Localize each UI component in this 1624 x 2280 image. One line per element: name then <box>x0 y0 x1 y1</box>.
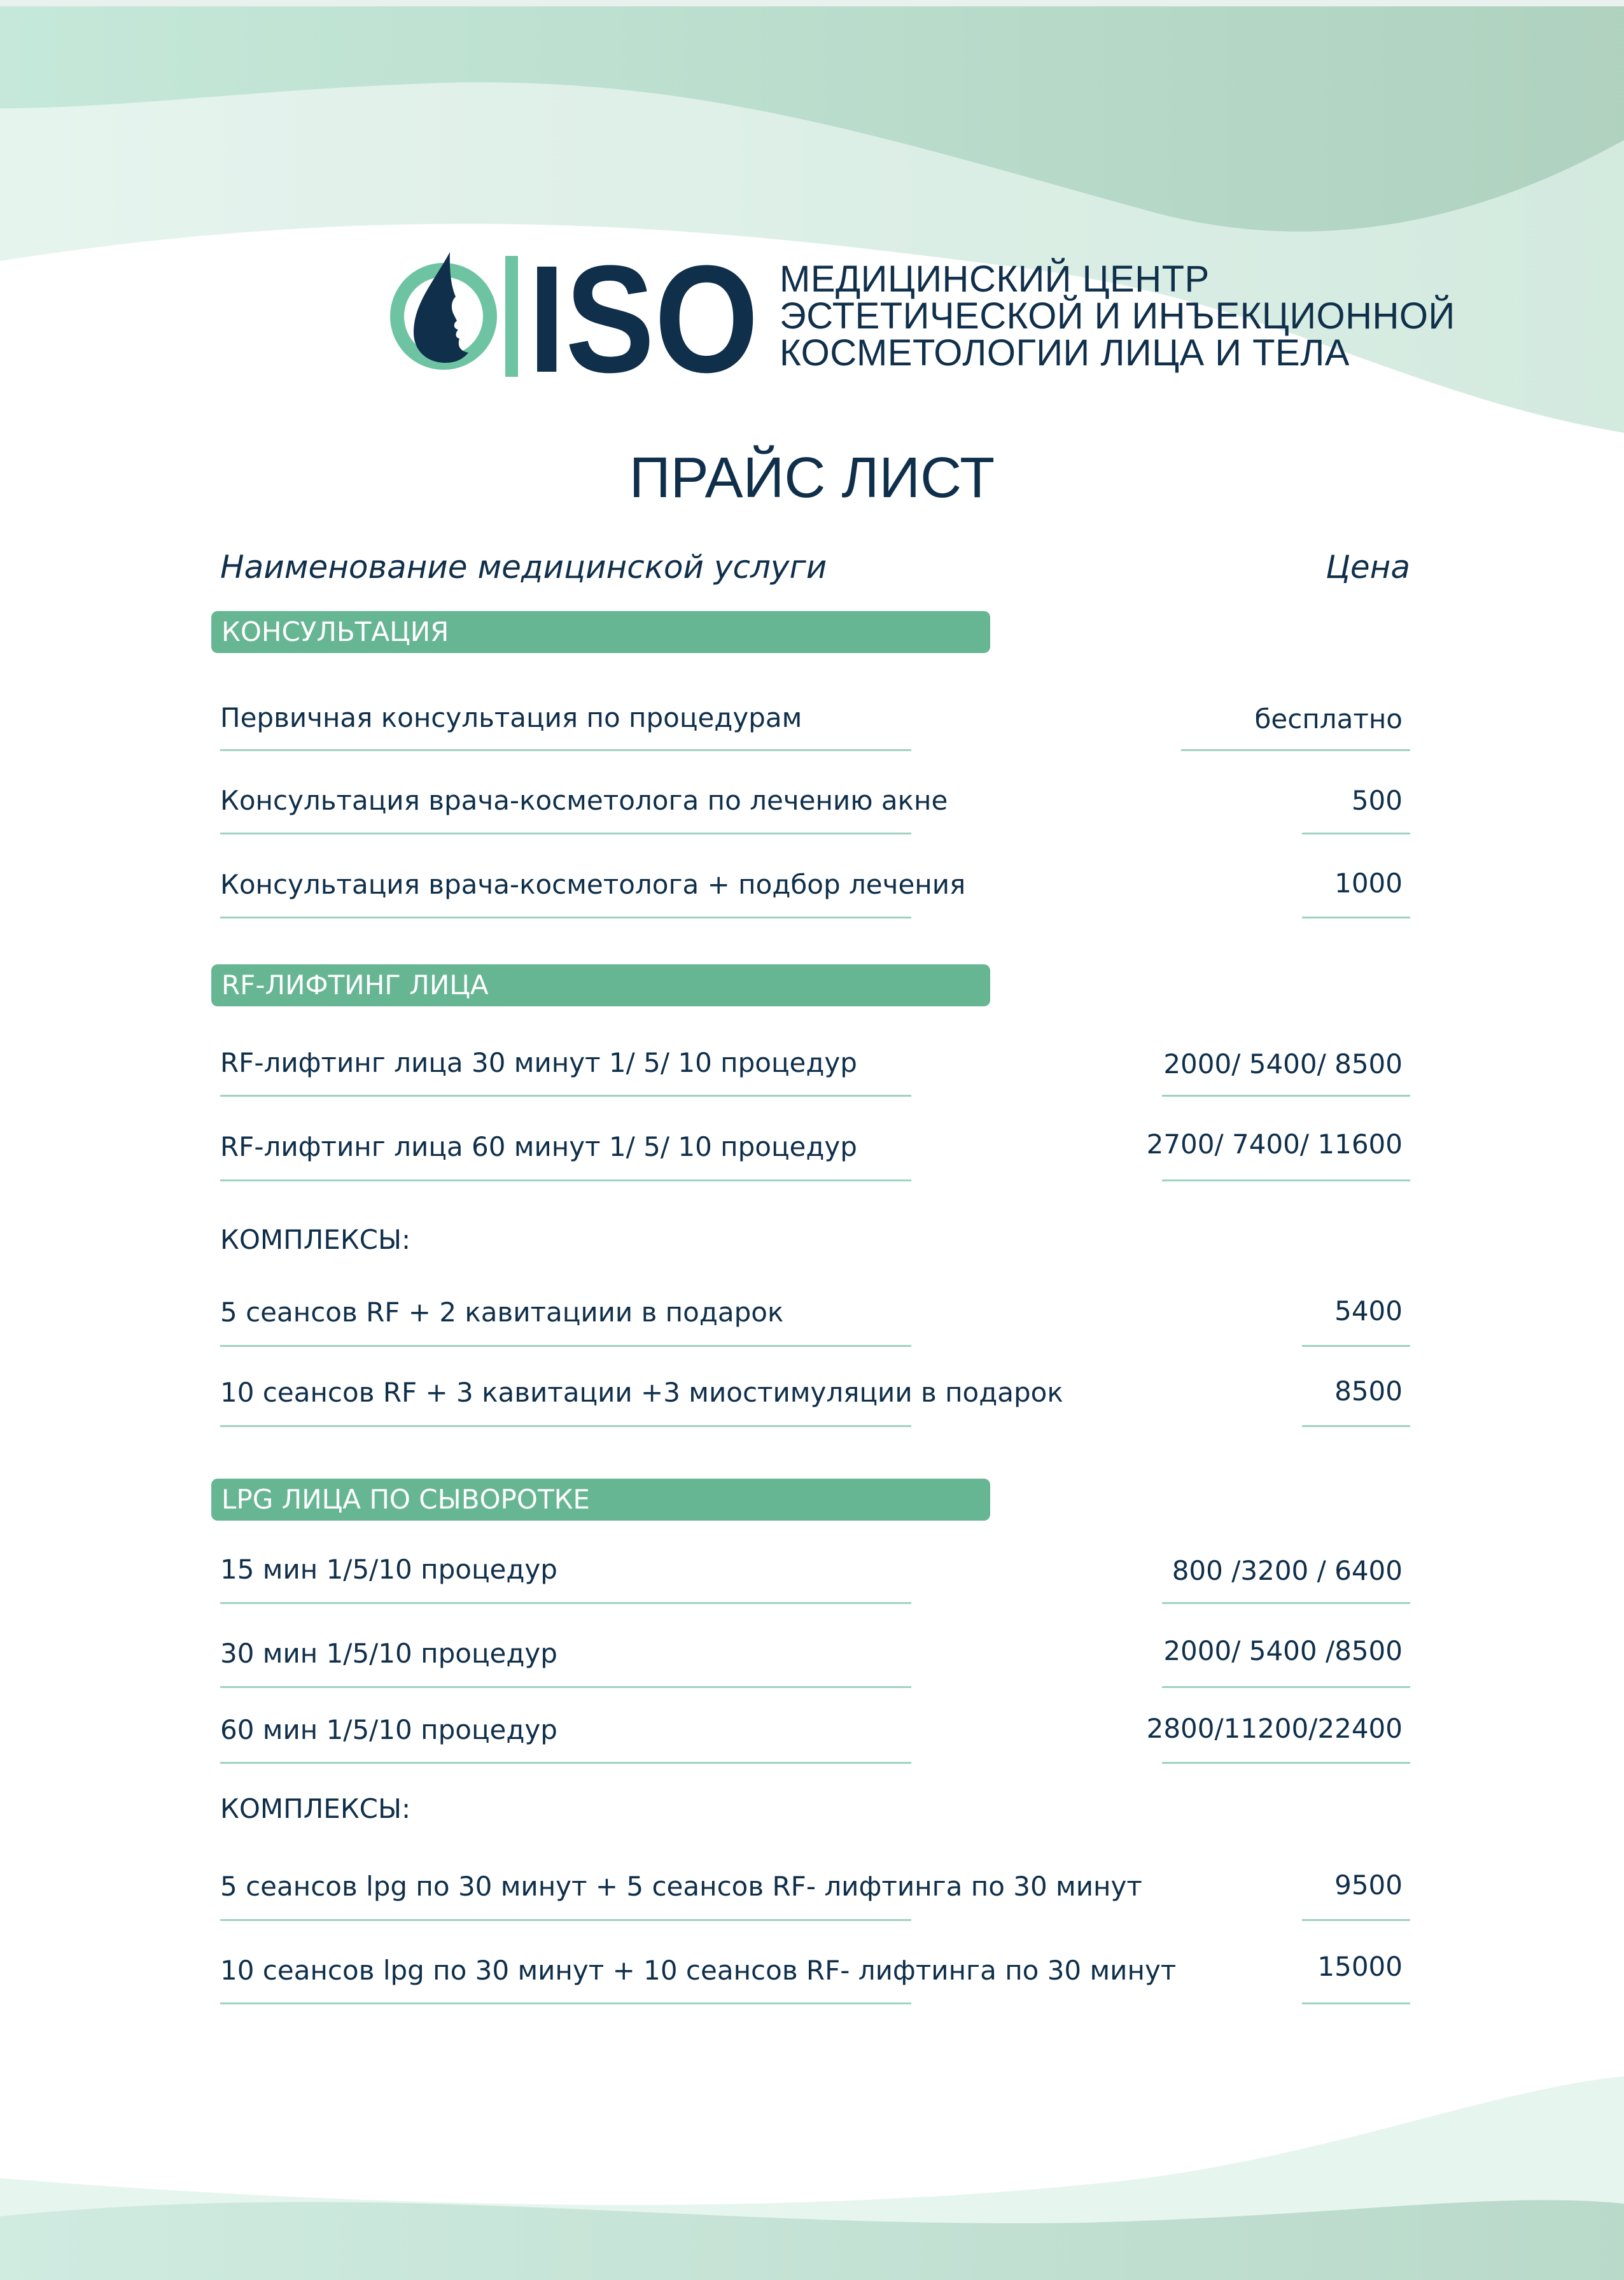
price-divider <box>1162 1686 1410 1688</box>
price-divider <box>1181 749 1410 751</box>
service-price: 5400 <box>1334 1295 1403 1326</box>
price-divider <box>1302 1425 1410 1427</box>
service-name: 10 сеансов RF + 3 кавитации +3 миостимуляции в подарок <box>220 1377 1063 1408</box>
logo-text: ISO <box>528 234 759 404</box>
row-divider <box>220 833 911 834</box>
service-name: Консультация врача-косметолога по лечению акне <box>220 785 948 816</box>
service-name: 5 сеансов RF + 2 кавитациии в подарок <box>220 1297 784 1328</box>
complexes-heading: КОМПЛЕКСЫ: <box>220 1224 411 1255</box>
price-divider <box>1302 1919 1410 1921</box>
service-price: 2700/ 7400/ 11600 <box>1146 1129 1403 1160</box>
service-name: 60 мин 1/5/10 процедур <box>220 1714 557 1745</box>
row-divider <box>220 1686 911 1688</box>
service-price: 2000/ 5400 /8500 <box>1163 1635 1403 1666</box>
service-name: 10 сеансов lpg по 30 минут + 10 сеансов RF- лифтинга по 30 минут <box>220 1955 1177 1986</box>
section-lpg-face: LPG ЛИЦА ПО СЫВОРОТКЕ <box>211 1479 990 1521</box>
service-price: 2000/ 5400/ 8500 <box>1163 1048 1403 1080</box>
row-divider <box>220 1919 911 1921</box>
clinic-logo <box>389 234 759 404</box>
tagline-line-3: КОСМЕТОЛОГИИ ЛИЦА И ТЕЛА <box>780 332 1350 374</box>
row-divider <box>220 749 911 751</box>
column-header-price: Цена <box>1326 549 1410 586</box>
tagline-line-2: ЭСТЕТИЧЕСКОЙ И ИНЪЕКЦИОННОЙ <box>780 295 1455 337</box>
service-price: 1000 <box>1334 868 1403 899</box>
row-divider <box>220 1425 911 1427</box>
clinic-tagline <box>780 258 1455 374</box>
section-rf-lifting: RF-ЛИФТИНГ ЛИЦА <box>211 964 990 1006</box>
service-price: 800 /3200 / 6400 <box>1172 1555 1403 1586</box>
page-title: ПРАЙС ЛИСТ <box>629 446 995 510</box>
price-divider <box>1302 833 1410 834</box>
service-name: 15 мин 1/5/10 процедур <box>220 1554 557 1585</box>
row-divider <box>220 1762 911 1764</box>
service-name: Первичная консультация по процедурам <box>220 702 802 733</box>
service-price: 500 <box>1351 785 1403 816</box>
row-divider <box>220 917 911 918</box>
row-divider <box>220 1602 911 1604</box>
column-header-service: Наименование медицинской услуги <box>220 549 827 586</box>
row-divider <box>220 1095 911 1097</box>
service-name: 5 сеансов lpg по 30 минут + 5 сеансов RF- лифтинга по 30 минут <box>220 1871 1142 1902</box>
service-name: 30 мин 1/5/10 процедур <box>220 1638 557 1669</box>
row-divider <box>220 2002 911 2004</box>
price-divider <box>1162 1095 1410 1097</box>
price-divider <box>1302 917 1410 918</box>
complexes-heading: КОМПЛЕКСЫ: <box>220 1793 411 1824</box>
bottom-wave-decoration <box>0 2013 1624 2280</box>
service-price: 8500 <box>1334 1376 1403 1407</box>
price-divider <box>1162 1602 1410 1604</box>
price-divider <box>1162 1762 1410 1764</box>
service-name: RF-лифтинг лица 60 минут 1/ 5/ 10 процедур <box>220 1131 857 1162</box>
section-consultation: КОНСУЛЬТАЦИЯ <box>211 611 990 653</box>
price-divider <box>1302 1345 1410 1347</box>
service-price: 2800/11200/22400 <box>1146 1713 1403 1744</box>
row-divider <box>220 1345 911 1347</box>
service-price: бесплатно <box>1254 703 1403 735</box>
top-wave-decoration <box>0 0 1624 446</box>
price-divider <box>1302 2002 1410 2004</box>
service-price: 15000 <box>1317 1951 1403 1982</box>
tagline-line-1: МЕДИЦИНСКИЙ ЦЕНТР <box>780 258 1210 300</box>
service-price: 9500 <box>1334 1869 1403 1901</box>
service-name: RF-лифтинг лица 30 минут 1/ 5/ 10 процедур <box>220 1047 857 1078</box>
row-divider <box>220 1179 911 1181</box>
price-divider <box>1162 1179 1410 1181</box>
service-name: Консультация врача-косметолога + подбор лечения <box>220 869 966 900</box>
